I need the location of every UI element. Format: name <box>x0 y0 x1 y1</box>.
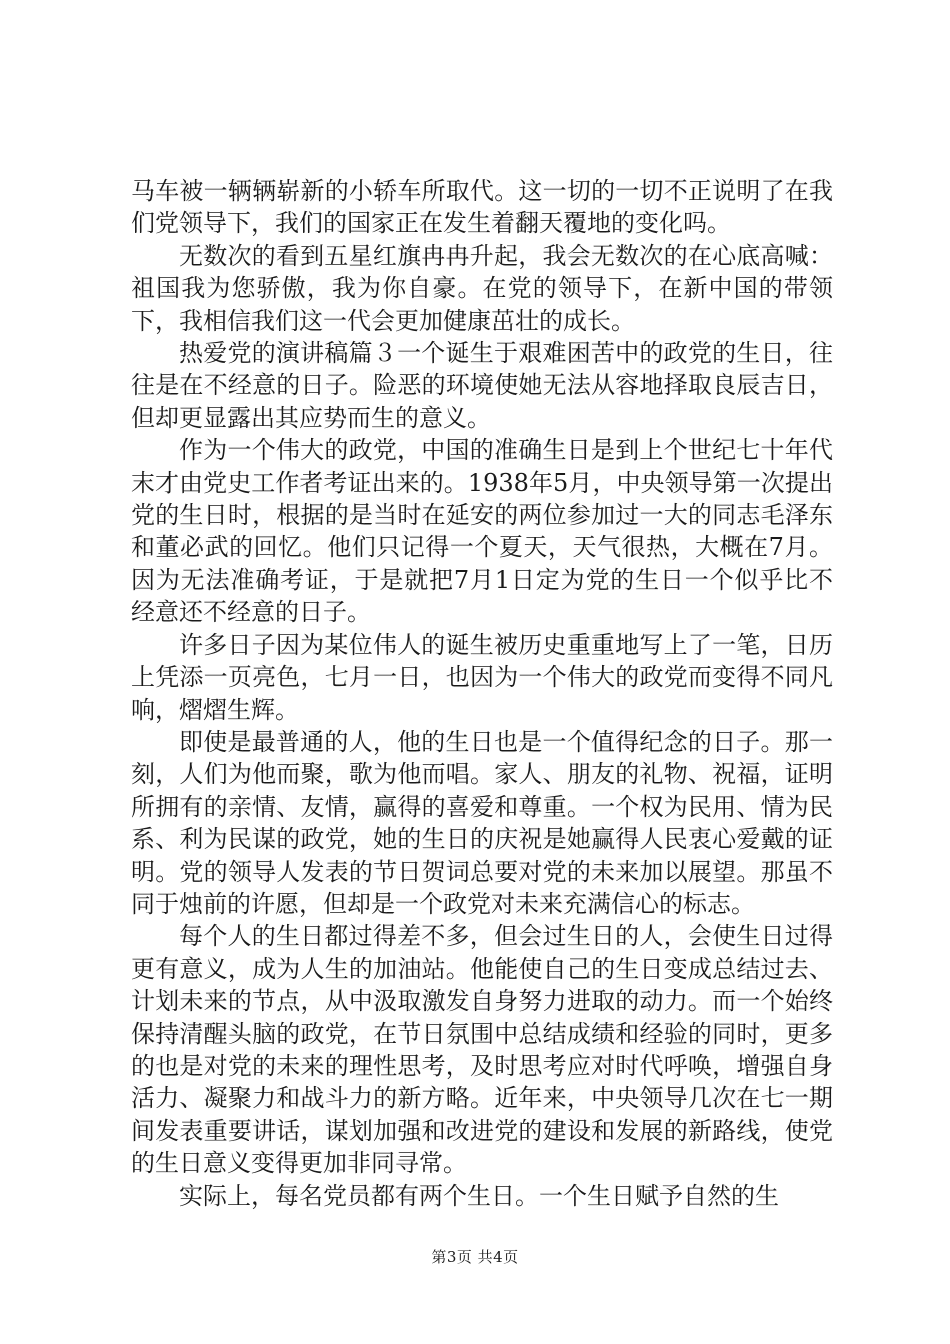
paragraph-3: 热爱党的演讲稿篇３一个诞生于艰难困苦中的政党的生日，往往是在不经意的日子。险恶的环境使她无法从容地择取良辰吉日，但却更显露出其应势而生的意义。 <box>131 339 833 432</box>
document-body <box>131 175 833 1212</box>
paragraph-6: 即使是最普通的人，他的生日也是一个值得纪念的日子。那一刻，人们为他而聚，歌为他而唱。家人、朋友的礼物、祝福，证明所拥有的亲情、友情，赢得的喜爱和尊重。一个权为民用、情为民系、利为民谋的政党，她的生日的庆祝是她赢得人民衷心爱戴的证明。党的领导人发表的节日贺词总要对党的未来加以展望。那虽不同于烛前的许愿，但却是一个政党对未来充满信心的标志。 <box>131 727 833 918</box>
paragraph-7: 每个人的生日都过得差不多，但会过生日的人，会使生日过得更有意义，成为人生的加油站。他能使自己的生日变成总结过去、计划未来的节点，从中汲取激发自身努力进取的动力。而一个始终保持清醒头脑的政党，在节日氛围中总结成绩和经验的同时，更多的也是对党的未来的理性思考，及时思考应对时代呼唤，增强自身活力、凝聚力和战斗力的新方略。近年来，中央领导几次在七一期间发表重要讲话，谋划加强和改进党的建设和发展的新路线，使党的生日意义变得更加非同寻常。 <box>131 922 833 1178</box>
paragraph-4: 作为一个伟大的政党，中国的准确生日是到上个世纪七十年代末才由党史工作者考证出来的。1938年5月，中央领导第一次提出党的生日时，根据的是当时在延安的两位参加过一大的同志毛泽东和董必武的回忆。他们只记得一个夏天，天气很热，大概在7月。因为无法准确考证，于是就把7月1日定为党的生日一个似乎比不经意还不经意的日子。 <box>131 436 833 627</box>
paragraph-5: 许多日子因为某位伟人的诞生被历史重重地写上了一笔，日历上凭添一页亮色，七月一日，也因为一个伟大的政党而变得不同凡响，熠熠生辉。 <box>131 630 833 724</box>
paragraph-2: 无数次的看到五星红旗冉冉升起，我会无数次的在心底高喊：祖国我为您骄傲，我为你自豪。在党的领导下，在新中国的带领下，我相信我们这一代会更加健康茁壮的成长。 <box>131 241 833 335</box>
paragraph-1: 马车被一辆辆崭新的小轿车所取代。这一切的一切不正说明了在我们党领导下，我们的国家正在发生着翻天覆地的变化吗。 <box>131 177 833 238</box>
paragraph-8: 实际上，每名党员都有两个生日。一个生日赋予自然的生 <box>179 1181 779 1210</box>
page-footer: 第3页 共4页 <box>431 1248 519 1266</box>
